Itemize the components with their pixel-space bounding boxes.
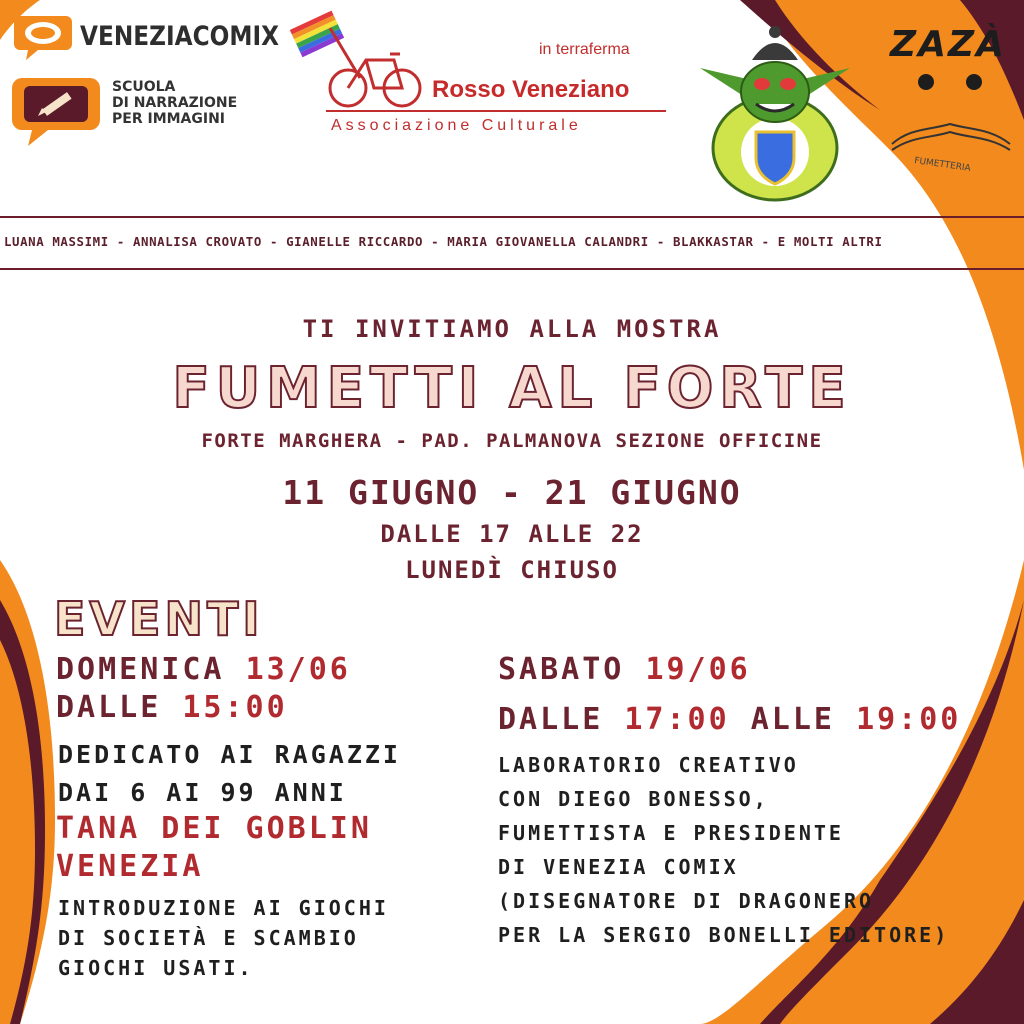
left-event-day xyxy=(56,652,351,687)
left-event-org-desc-line: INTRODUZIONE AI GIOCHI xyxy=(58,896,389,920)
right-event-day xyxy=(498,652,751,687)
left-event-time-label: DALLE xyxy=(56,690,162,725)
left-event-org-line: VENEZIA xyxy=(56,849,204,884)
terraferma-text: in terraferma xyxy=(539,41,630,58)
location-text: FORTE MARGHERA - PAD. PALMANOVA SEZIONE OFFICINE xyxy=(201,430,823,452)
dates-text: 11 GIUGNO - 21 GIUGNO xyxy=(282,473,742,512)
hours-text: DALLE 17 ALLE 22 xyxy=(380,520,644,548)
right-event-desc-line: (DISEGNATORE DI DRAGONERO xyxy=(498,889,875,913)
right-event-time-value-1: 17:00 xyxy=(624,702,730,737)
left-event-time xyxy=(56,690,288,725)
speech-bubble-icon xyxy=(12,10,74,62)
left-event-time-value: 15:00 xyxy=(182,690,288,725)
right-event-time-label-1: DALLE xyxy=(498,702,604,737)
right-event-desc-line: DI VENEZIA COMIX xyxy=(498,855,739,879)
authors-list: LUANA MASSIMI - ANNALISA CROVATO - GIANELLE RICCARDO - MARIA GIOVANELLA CALANDRI - BLAKKASTAR - E MOLTI ALTRI xyxy=(4,234,883,249)
right-event-desc-line: FUMETTISTA E PRESIDENTE xyxy=(498,821,844,845)
left-event-org-desc-line: DI SOCIETÀ E SCAMBIO xyxy=(58,926,359,950)
right-event-desc-line: PER LA SERGIO BONELLI EDITORE) xyxy=(498,923,950,947)
pencil-bubble-icon xyxy=(8,72,104,148)
zaza-logo-text: ZAZÀ xyxy=(890,24,1006,65)
strip-top-line xyxy=(0,216,1024,218)
strip-bottom-line xyxy=(0,268,1024,270)
right-event-time-label-2: ALLE xyxy=(750,702,835,737)
rosso-veneziano-title: Rosso Veneziano xyxy=(432,76,630,103)
left-event-org-desc xyxy=(58,893,389,983)
associazione-culturale-text: Associazione Culturale xyxy=(331,117,582,134)
veneziacomix-logo xyxy=(12,10,311,62)
fumetteria-text: FUMETTERIA xyxy=(913,156,972,174)
right-event-desc-line: LABORATORIO CREATIVO xyxy=(498,753,799,777)
goblin-logo-icon xyxy=(690,8,860,204)
right-event-desc xyxy=(498,748,949,952)
left-event-desc-line: DEDICATO AI RAGAZZI xyxy=(58,740,401,769)
scuola-line-3: PER IMMAGINI xyxy=(112,111,226,127)
veneziacomix-title: VENEZIACOMIX xyxy=(80,20,280,52)
left-event-day-label: DOMENICA xyxy=(56,652,225,687)
left-event-desc-line: DAI 6 AI 99 ANNI xyxy=(58,778,347,807)
zaza-face-icon xyxy=(886,64,1016,164)
rainbow-flag-bicycle-icon xyxy=(290,8,430,112)
left-event-desc xyxy=(58,736,401,812)
right-event-time xyxy=(498,702,961,737)
right-event-day-date: 19/06 xyxy=(645,652,751,687)
right-event-time-value-2: 19:00 xyxy=(856,702,962,737)
scuola-text xyxy=(112,79,237,127)
exhibition-title: FUMETTI AL FORTE xyxy=(172,356,852,421)
divider xyxy=(326,110,666,112)
left-event-org-desc-line: GIOCHI USATI. xyxy=(58,956,254,980)
right-event-desc-line: CON DIEGO BONESSO, xyxy=(498,787,769,811)
right-event-day-label: SABATO xyxy=(498,652,625,687)
scuola-line-2: DI NARRAZIONE xyxy=(112,95,238,111)
closed-day-text: LUNEDÌ CHIUSO xyxy=(405,556,619,584)
scuola-line-1: SCUOLA xyxy=(112,79,176,95)
left-event-org-line: TANA DEI GOBLIN xyxy=(56,811,372,846)
left-event-org xyxy=(56,810,372,886)
left-event-day-date: 13/06 xyxy=(245,652,351,687)
invite-text: TI INVITIAMO ALLA MOSTRA xyxy=(302,315,722,343)
events-heading: EVENTI xyxy=(54,592,264,646)
